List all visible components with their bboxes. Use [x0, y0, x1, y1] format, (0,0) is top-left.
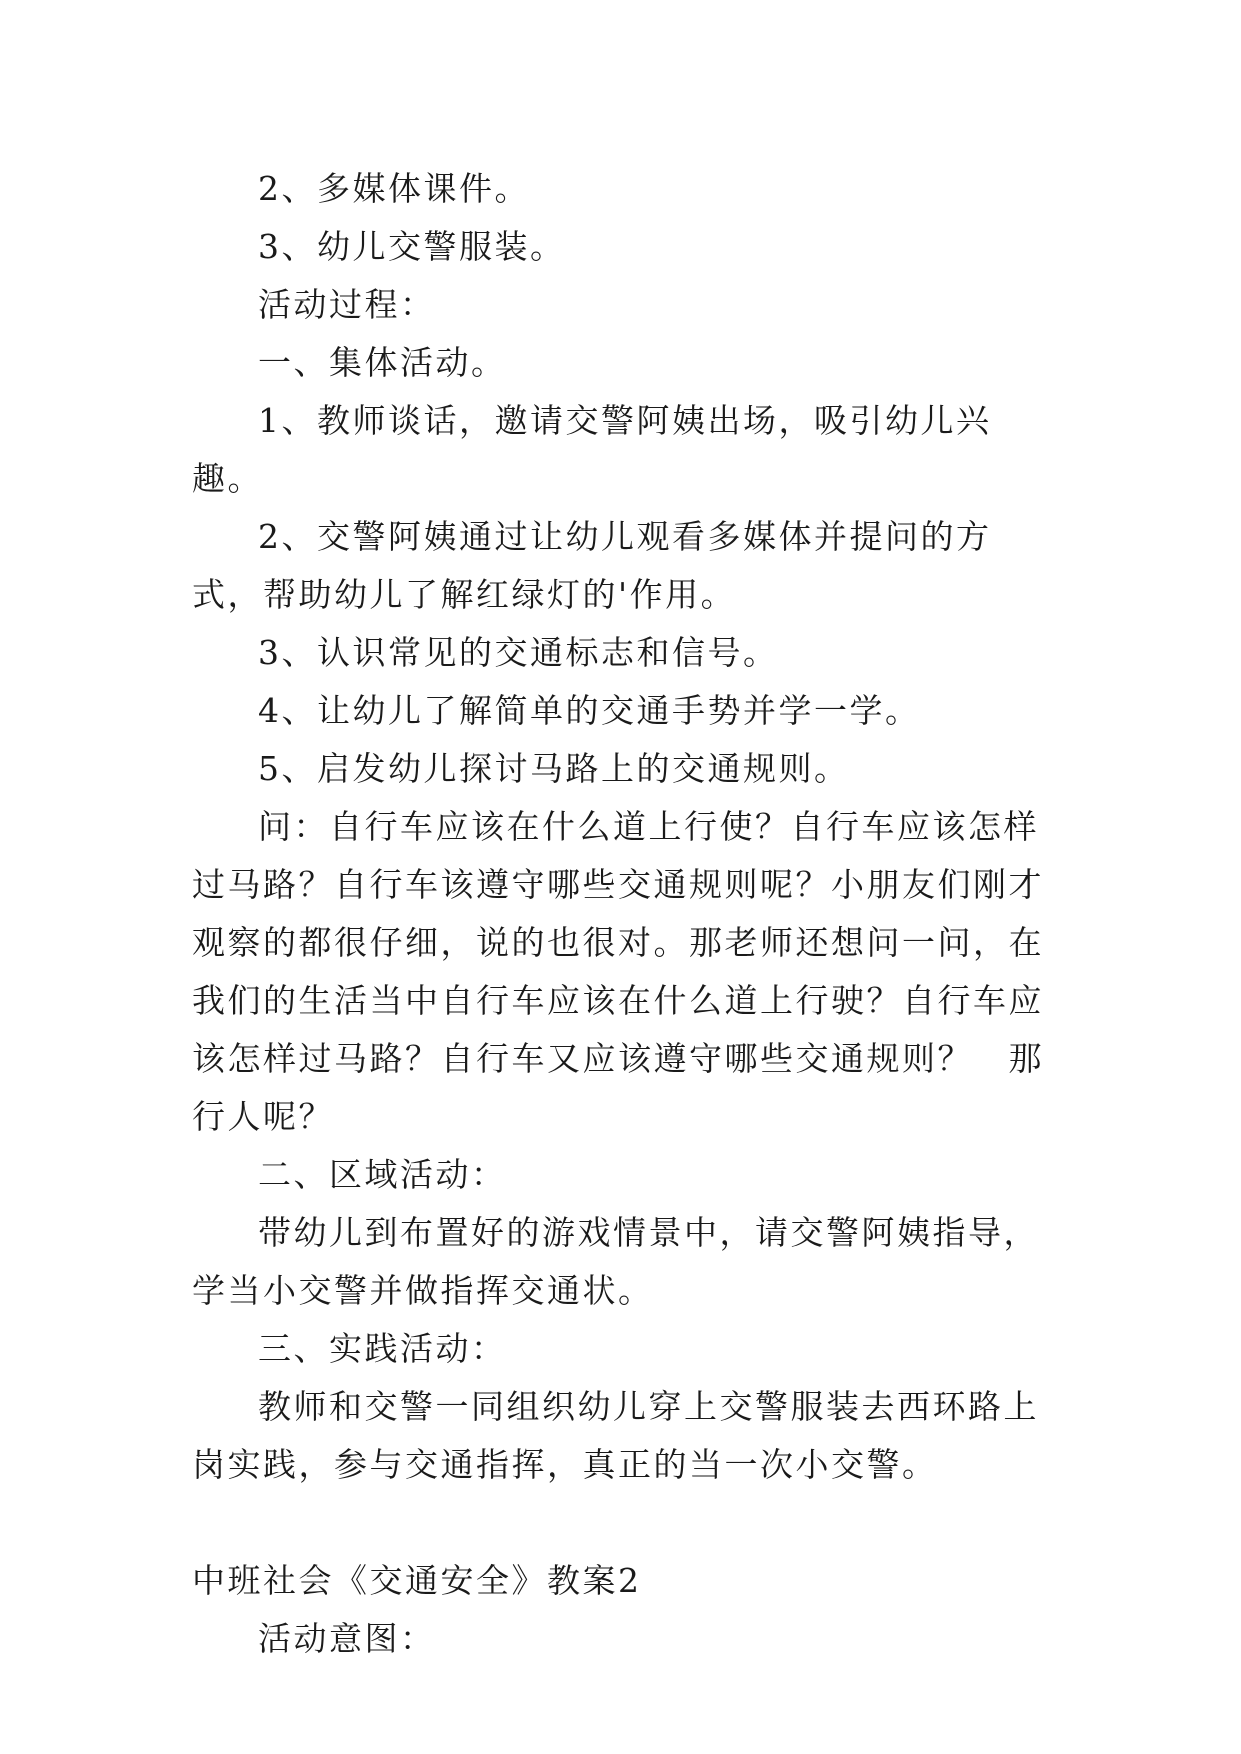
paragraph: 教师和交警一同组织幼儿穿上交警服装去西环路上岗实践，参与交通指挥，真正的当一次小交警。: [192, 1387, 1039, 1484]
spacer: [192, 1494, 1052, 1552]
paragraph: 2、交警阿姨通过让幼儿观看多媒体并提问的方式，帮助幼儿了解红绿灯的'作用。: [192, 517, 992, 614]
paragraph: 二、区域活动：: [258, 1155, 507, 1194]
paragraph: 带幼儿到布置好的游戏情景中，请交警阿姨指导，学当小交警并做指挥交通状。: [192, 1213, 1039, 1310]
document-body: [192, 160, 1052, 1668]
paragraph: 5、启发幼儿探讨马路上的交通规则。: [258, 749, 850, 788]
paragraph: 三、实践活动：: [258, 1329, 507, 1368]
paragraph: 4、让幼儿了解简单的交通手势并学一学。: [258, 691, 921, 730]
paragraph: 3、幼儿交警服装。: [258, 227, 566, 266]
paragraph: 3、认识常见的交通标志和信号。: [258, 633, 779, 672]
paragraph: 一、集体活动。: [258, 343, 507, 382]
paragraph: 问：自行车应该在什么道上行使？自行车应该怎样过马路？自行车该遵守哪些交通规则呢？小朋友们刚才观察的都很仔细，说的也很对。那老师还想问一问，在我们的生活当中自行车应该在什么道上行驶？自行车应该怎样过马路？自行车又应该遵守哪些交通规则？ 那行人呢？: [192, 807, 1044, 1136]
paragraph: 活动意图：: [258, 1619, 436, 1658]
paragraph: 1、教师谈话，邀请交警阿姨出场，吸引幼儿兴趣。: [192, 401, 992, 498]
paragraph: 活动过程：: [258, 285, 436, 324]
paragraph: 2、多媒体课件。: [258, 169, 530, 208]
section-title: 中班社会《交通安全》教案2: [192, 1561, 642, 1600]
